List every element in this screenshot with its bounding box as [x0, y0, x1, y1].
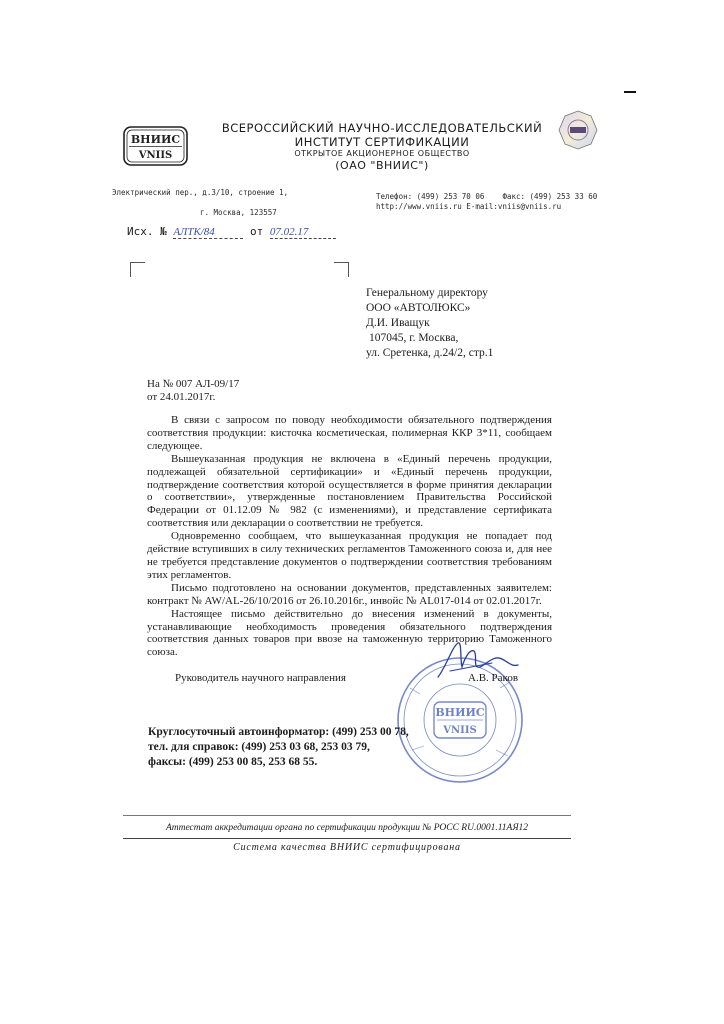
body-paragraph-3: Одновременно сообщаем, что вышеуказанная продукция не попадает под действие вступивших в силу технических регламентов Таможенного союза и, для нее не требуется представление документов о подтверждении соответствия требованиям этих регламентов. [147, 530, 552, 581]
outgoing-number-field [173, 225, 243, 239]
reference-number: На № 007 АЛ-09/17 [147, 378, 240, 390]
outgoing-from-label: от [250, 225, 264, 238]
address-line-2: г. Москва, 123557 [200, 208, 277, 217]
institute-name-line-4: (ОАО "ВНИИС") [335, 159, 429, 172]
outgoing-reference [127, 225, 336, 239]
address-window-corner-right [334, 262, 349, 277]
address-line-1: Электрический пер., д.3/10, строение 1, [112, 188, 289, 197]
autoinformer-line: Круглосуточный автоинформатор: (499) 253 00 78, [148, 726, 409, 738]
stamp-text-bottom: VNIIS [443, 725, 477, 736]
outgoing-number: АЛТК/84 [173, 226, 215, 238]
body-paragraph-2: Вышеуказанная продукция не включена в «Единый перечень продукции, подлежащей обязательной сертификации» и «Единый перечень продукции, подтверждение соответствия которой осуществляется в форме принятия декларации о соответствии», утвержденные постановлением Правительства Российской Федерации от 01.12.09 № 982 (с изменениями), и представление сертификата соответствия или декларации о соответствии не требуется. [147, 452, 552, 530]
body-paragraph-5: Настоящее письмо действительно до внесения изменений в документы, устанавливающие необходимость проведения обязательного подтверждения соответствия данных товаров при ввозе на таможенную территорию Таможенного союза. [147, 607, 552, 659]
body-paragraph-1: В связи с запросом по поводу необходимости обязательного подтверждения соответствия продукции: кисточка косметическая, полимерная ККР 3*11, сообщаем следующее. [147, 414, 552, 452]
recipient-city: 107045, г. Москва, [369, 332, 459, 344]
logo-text-bottom: VNIIS [138, 150, 173, 161]
stamp-text-top: ВНИИС [435, 706, 485, 719]
reference-date: от 24.01.2017г. [147, 391, 216, 403]
fax-line: факсы: (499) 253 00 85, 253 68 55. [148, 756, 318, 768]
vniis-logo [123, 126, 188, 166]
recipient-position: Генеральному директору [366, 287, 488, 299]
footer-divider-top [123, 815, 571, 816]
contacts-phone: Телефон: (499) 253 70 06 [376, 192, 485, 201]
accreditation-note: Аттестат аккредитации органа по сертификации продукции № РОСС RU.0001.11АЯ12 [165, 823, 529, 833]
institute-name-line-2: ИНСТИТУТ СЕРТИФИКАЦИИ [294, 135, 470, 149]
outgoing-date: 07.02.17 [269, 226, 309, 238]
logo-text-top: ВНИИС [130, 133, 181, 146]
recipient-name: Д.И. Иващук [366, 317, 430, 329]
contacts-web: http://www.vniis.ru E-mail:vniis@vniis.ru [376, 202, 562, 211]
signatory-title: Руководитель научного направления [175, 672, 346, 684]
contacts-phone-fax [376, 192, 597, 201]
inquiry-phone-line: тел. для справок: (499) 253 03 68, 253 03 79, [148, 741, 370, 753]
quality-system-note: Система качества ВНИИС сертифицирована [233, 842, 461, 853]
institute-name-line-1: ВСЕРОССИЙСКИЙ НАУЧНО-ИССЛЕДОВАТЕЛЬСКИЙ [221, 121, 543, 135]
footer-divider-bottom [123, 838, 571, 839]
corner-mark [624, 91, 636, 93]
outgoing-no-label: Исх. № [127, 225, 167, 238]
signatory-name: А.В. Раков [468, 672, 519, 684]
address-window-corner-left [130, 262, 145, 277]
recipient-company: ООО «АВТОЛЮКС» [366, 302, 471, 314]
institute-name-line-3: ОТКРЫТОЕ АКЦИОНЕРНОЕ ОБЩЕСТВО [294, 149, 470, 158]
contacts-fax: Факс: (499) 253 33 60 [502, 192, 598, 201]
letter-body [147, 414, 552, 659]
hologram-badge [558, 110, 598, 150]
recipient-street: ул. Сретенка, д.24/2, стр.1 [366, 347, 494, 359]
body-paragraph-4: Письмо подготовлено на основании документов, представленных заявителем: контракт № AW/AL-26/10/2016 от 26.10.2016г., инвойс № AL017-014 от 02.01.2017г. [147, 581, 552, 607]
outgoing-date-field [270, 225, 336, 239]
